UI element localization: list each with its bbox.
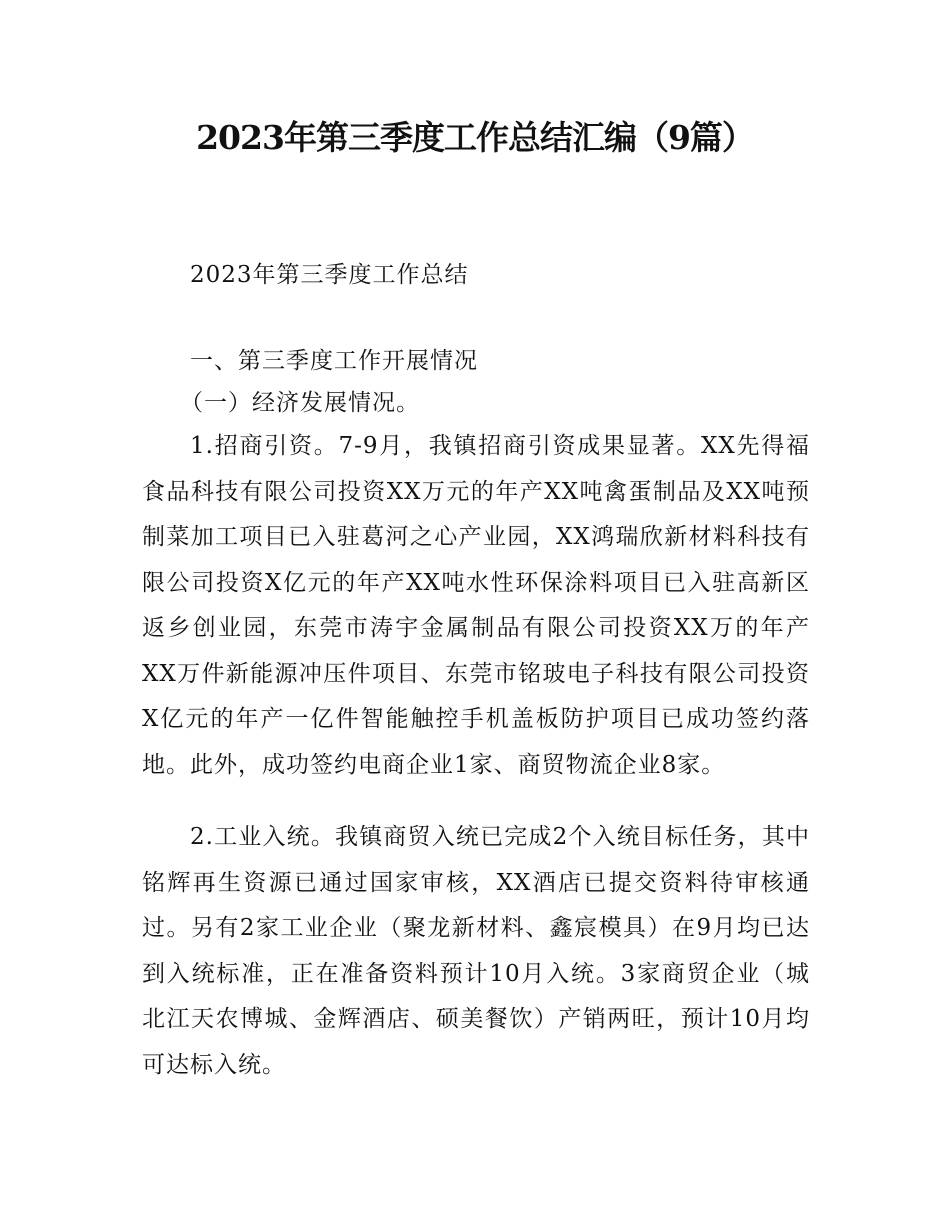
document-title: 2023年第三季度工作总结汇编（9篇）	[196, 118, 754, 157]
subsection-heading: （一）经济发展情况。	[180, 390, 420, 416]
paragraph-investment: 1.招商引资。7-9月，我镇招商引资成果显著。XX先得福食品科技有限公司投资XX万元的年产XX吨禽蛋制品及XX吨预制菜加工项目已入驻葛河之心产业园，XX鸿瑞欣新材料科技有限公司投资X亿元的年产XX吨水性环保涂料项目已入驻高新区返乡创业园，东莞市涛宇金属制品有限公司投资XX万的年产XX万件新能源冲压件项目、东莞市铭玻电子科技有限公司投资X亿元的年产一亿件智能触控手机盖板防护项目已成功签约落地。此外，成功签约电商企业1家、商贸物流企业8家。	[142, 433, 810, 778]
paragraph-industry-statistics: 2.工业入统。我镇商贸入统已完成2个入统目标任务，其中铭辉再生资源已通过国家审核，XX酒店已提交资料待审核通过。另有2家工业企业（聚龙新材料、鑫宸模具）在9月均已达到入统标准，正在准备资料预计10月入统。3家商贸企业（城北江天农博城、金辉酒店、硕美餐饮）产销两旺，预计10月均可达标入统。	[142, 824, 810, 1078]
document-subtitle: 2023年第三季度工作总结	[190, 262, 469, 288]
section-heading: 一、第三季度工作开展情况	[190, 348, 478, 374]
